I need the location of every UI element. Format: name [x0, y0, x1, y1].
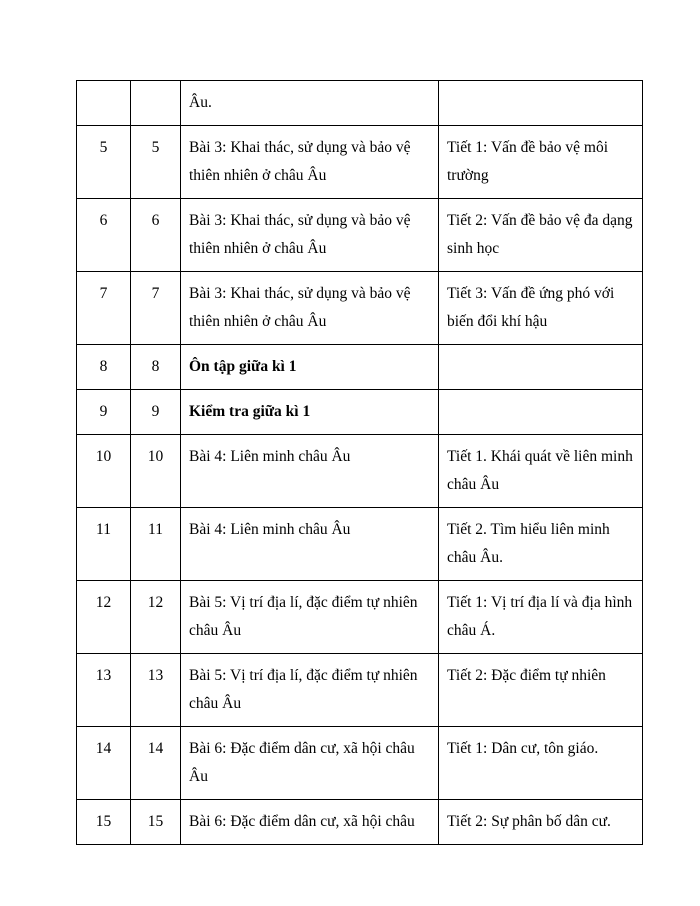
table-row [77, 345, 643, 390]
lesson-plan-table [76, 80, 643, 845]
table-row [77, 81, 643, 126]
lesson-cell: Bài 3: Khai thác, sử dụng và bảo vệ thiên nhiên ở châu Âu [181, 126, 439, 199]
table-row [77, 272, 643, 345]
table-row [77, 654, 643, 727]
week-cell [77, 81, 131, 126]
period-cell: 15 [131, 800, 181, 845]
period-cell: 10 [131, 435, 181, 508]
lesson-cell: Bài 5: Vị trí địa lí, đặc điểm tự nhiên châu Âu [181, 581, 439, 654]
period-cell: 12 [131, 581, 181, 654]
lesson-cell: Bài 3: Khai thác, sử dụng và bảo vệ thiên nhiên ở châu Âu [181, 199, 439, 272]
topic-cell [439, 345, 643, 390]
topic-cell: Tiết 1: Vị trí địa lí và địa hình châu Á. [439, 581, 643, 654]
topic-cell: Tiết 1. Khái quát về liên minh châu Âu [439, 435, 643, 508]
week-cell: 10 [77, 435, 131, 508]
table-row [77, 508, 643, 581]
lesson-cell: Bài 5: Vị trí địa lí, đặc điểm tự nhiên châu Âu [181, 654, 439, 727]
topic-cell: Tiết 2: Đặc điểm tự nhiên [439, 654, 643, 727]
table-row [77, 800, 643, 845]
lesson-cell: Ôn tập giữa kì 1 [181, 345, 439, 390]
table-row [77, 581, 643, 654]
week-cell: 6 [77, 199, 131, 272]
topic-cell: Tiết 2: Vấn đề bảo vệ đa dạng sinh học [439, 199, 643, 272]
week-cell: 9 [77, 390, 131, 435]
lesson-cell: Kiểm tra giữa kì 1 [181, 390, 439, 435]
lesson-cell: Bài 6: Đặc điểm dân cư, xã hội châu [181, 800, 439, 845]
week-cell: 14 [77, 727, 131, 800]
lesson-cell: Bài 6: Đặc điểm dân cư, xã hội châu Âu [181, 727, 439, 800]
week-cell: 5 [77, 126, 131, 199]
table-row [77, 435, 643, 508]
week-cell: 12 [77, 581, 131, 654]
topic-cell: Tiết 2: Sự phân bố dân cư. [439, 800, 643, 845]
table-row [77, 390, 643, 435]
week-cell: 8 [77, 345, 131, 390]
table-row [77, 126, 643, 199]
lesson-cell: Bài 4: Liên minh châu Âu [181, 435, 439, 508]
topic-cell: Tiết 3: Vấn đề ứng phó với biến đổi khí hậu [439, 272, 643, 345]
lesson-cell: Bài 4: Liên minh châu Âu [181, 508, 439, 581]
table-row [77, 199, 643, 272]
topic-cell: Tiết 2. Tìm hiểu liên minh châu Âu. [439, 508, 643, 581]
week-cell: 15 [77, 800, 131, 845]
lesson-cell: Bài 3: Khai thác, sử dụng và bảo vệ thiên nhiên ở châu Âu [181, 272, 439, 345]
period-cell: 9 [131, 390, 181, 435]
lesson-plan-body [77, 81, 643, 845]
topic-cell [439, 81, 643, 126]
period-cell: 13 [131, 654, 181, 727]
period-cell: 6 [131, 199, 181, 272]
week-cell: 13 [77, 654, 131, 727]
table-row [77, 727, 643, 800]
period-cell: 8 [131, 345, 181, 390]
lesson-cell: Âu. [181, 81, 439, 126]
topic-cell: Tiết 1: Dân cư, tôn giáo. [439, 727, 643, 800]
topic-cell [439, 390, 643, 435]
period-cell [131, 81, 181, 126]
period-cell: 14 [131, 727, 181, 800]
week-cell: 7 [77, 272, 131, 345]
period-cell: 5 [131, 126, 181, 199]
week-cell: 11 [77, 508, 131, 581]
period-cell: 11 [131, 508, 181, 581]
period-cell: 7 [131, 272, 181, 345]
topic-cell: Tiết 1: Vấn đề bảo vệ môi trường [439, 126, 643, 199]
